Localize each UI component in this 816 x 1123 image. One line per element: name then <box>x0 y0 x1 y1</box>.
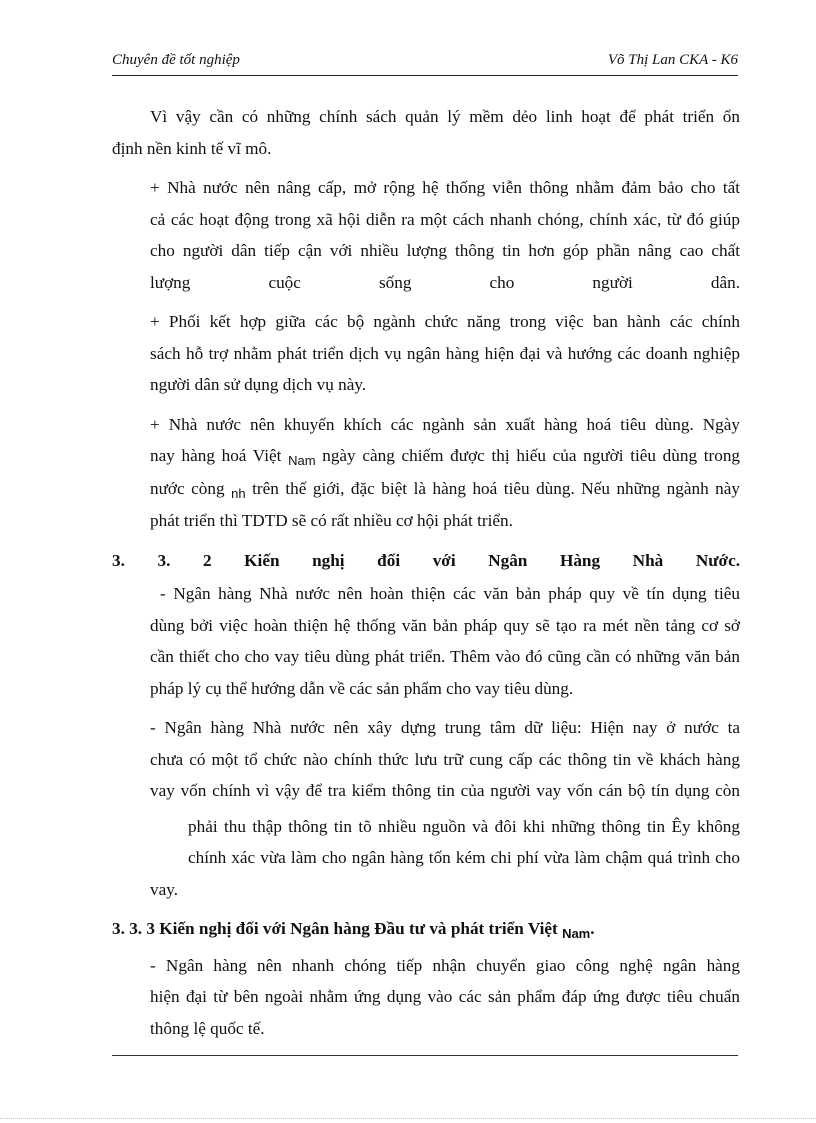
section-heading-3-3-2: 3. 3. 2 Kiến nghị đối với Ngân Hàng Nhà Nước. <box>112 550 740 570</box>
text-line: thông lệ quốc tế. <box>150 1018 265 1038</box>
text-line <box>112 440 740 473</box>
text-line: phát triển thì TDTD sẽ có rất nhiều cơ hội phát triển. <box>150 511 513 530</box>
header-divider <box>112 75 738 76</box>
paragraph-data-center <box>112 712 740 905</box>
subscript-fragment: Nam <box>562 926 591 941</box>
text-line: - Ngân hàng Nhà nước nên xây dựng trung tâm dữ liệu: Hiện nay ở nước ta <box>150 718 740 737</box>
text-line: + Nhà nước nên nâng cấp, mở rộng hệ thống viễn thông nhằm đảm bảo cho tất <box>150 178 740 197</box>
heading-text: 3. 3. 3 Kiến nghị đối với Ngân hàng Đầu tư và phát triển Việt <box>112 919 558 938</box>
document-body <box>112 101 740 1052</box>
text-line: pháp lý cụ thể hướng dẫn về các sản phẩm cho vay tiêu dùng. <box>150 678 574 698</box>
text-fragment: nay hàng hoá Việt <box>150 446 282 465</box>
paragraph-coordination <box>112 306 740 401</box>
text-line: phải thu thập thông tin tõ nhiều nguồn và đôi khi những thông tin Êy không <box>188 816 740 836</box>
header-title: Chuyên đề tốt nghiệp <box>112 52 240 68</box>
text-line: cả các hoạt động trong xã hội diễn ra một cách nhanh chóng, chính xác, từ đó giúp <box>150 209 740 229</box>
text-line: cho người dân tiếp cận với nhiều lượng thông tin hơn góp phần nâng cao chất <box>150 241 740 260</box>
paragraph-consumer-goods <box>112 409 740 537</box>
paragraph-telecom <box>112 172 740 298</box>
section-heading-3-3-3 <box>112 913 740 946</box>
text-line: vay vốn chính vì vậy để tra kiểm thông tin của người vay vốn cán bộ tín dụng còn <box>150 781 740 800</box>
text-fragment: ngày càng chiếm được thị hiếu của người tiêu dùng trong <box>322 446 741 465</box>
paragraph-legal-framework <box>112 578 740 704</box>
text-line: cần thiết cho cho vay tiêu dùng phát triển. Thêm vào đó cũng cần có những văn bản <box>150 647 740 666</box>
text-line <box>112 473 740 506</box>
paragraph-technology-transfer <box>112 950 740 1045</box>
page-header <box>112 52 738 76</box>
text-line: dùng bởi việc hoàn thiện hệ thống văn bản pháp quy sẽ tạo ra mét nền tảng cơ sở <box>150 615 740 635</box>
text-line: người dân sử dụng dịch vụ này. <box>150 375 367 394</box>
text-line: - Ngân hàng Nhà nước nên hoàn thiện các văn bản pháp quy về tín dụng tiêu <box>160 584 740 603</box>
text-line: - Ngân hàng nên nhanh chóng tiếp nhận chuyển giao công nghệ ngân hàng <box>150 955 740 975</box>
page-edge-dots <box>0 1118 816 1119</box>
text-line: + Phối kết hợp giữa các bộ ngành chức năng trong việc ban hành các chính <box>150 312 740 331</box>
text-line: định nền kinh tế vĩ mô. <box>112 138 272 158</box>
text-line: sách hỗ trợ nhằm phát triển dịch vụ ngân hàng hiện đại và hướng các doanh nghiệp <box>150 343 740 363</box>
subscript-fragment: Nam <box>288 453 316 468</box>
paragraph-flexible-policy <box>112 101 740 164</box>
text-fragment: nước còng <box>150 478 225 498</box>
subscript-fragment: nh <box>231 485 246 501</box>
heading-text: . <box>590 919 595 938</box>
text-line: lượng cuộc sống cho người dân. <box>150 272 740 292</box>
text-line: chính xác vừa làm cho ngân hàng tốn kém chi phí vừa làm chậm quá trình cho vay. <box>150 848 740 899</box>
text-line: hiện đại từ bên ngoài nhằm ứng dụng vào các sản phẩm đáp ứng được tiêu chuẩn <box>150 987 740 1006</box>
text-fragment: trên thế giới, đặc biệt là hàng hoá tiêu dùng. Nếu những ngành này <box>252 478 741 498</box>
text-line: chưa có một tổ chức nào chính thức lưu trữ cung cấp các thông tin về khách hàng <box>150 749 740 769</box>
footer-divider <box>112 1055 738 1056</box>
text-line: Vì vậy cần có những chính sách quản lý mềm dẻo linh hoạt để phát triển ổn <box>150 107 740 126</box>
header-author: Võ Thị Lan CKA - K6 <box>607 52 738 68</box>
text-line: + Nhà nước nên khuyến khích các ngành sản xuất hàng hoá tiêu dùng. Ngày <box>150 414 740 434</box>
